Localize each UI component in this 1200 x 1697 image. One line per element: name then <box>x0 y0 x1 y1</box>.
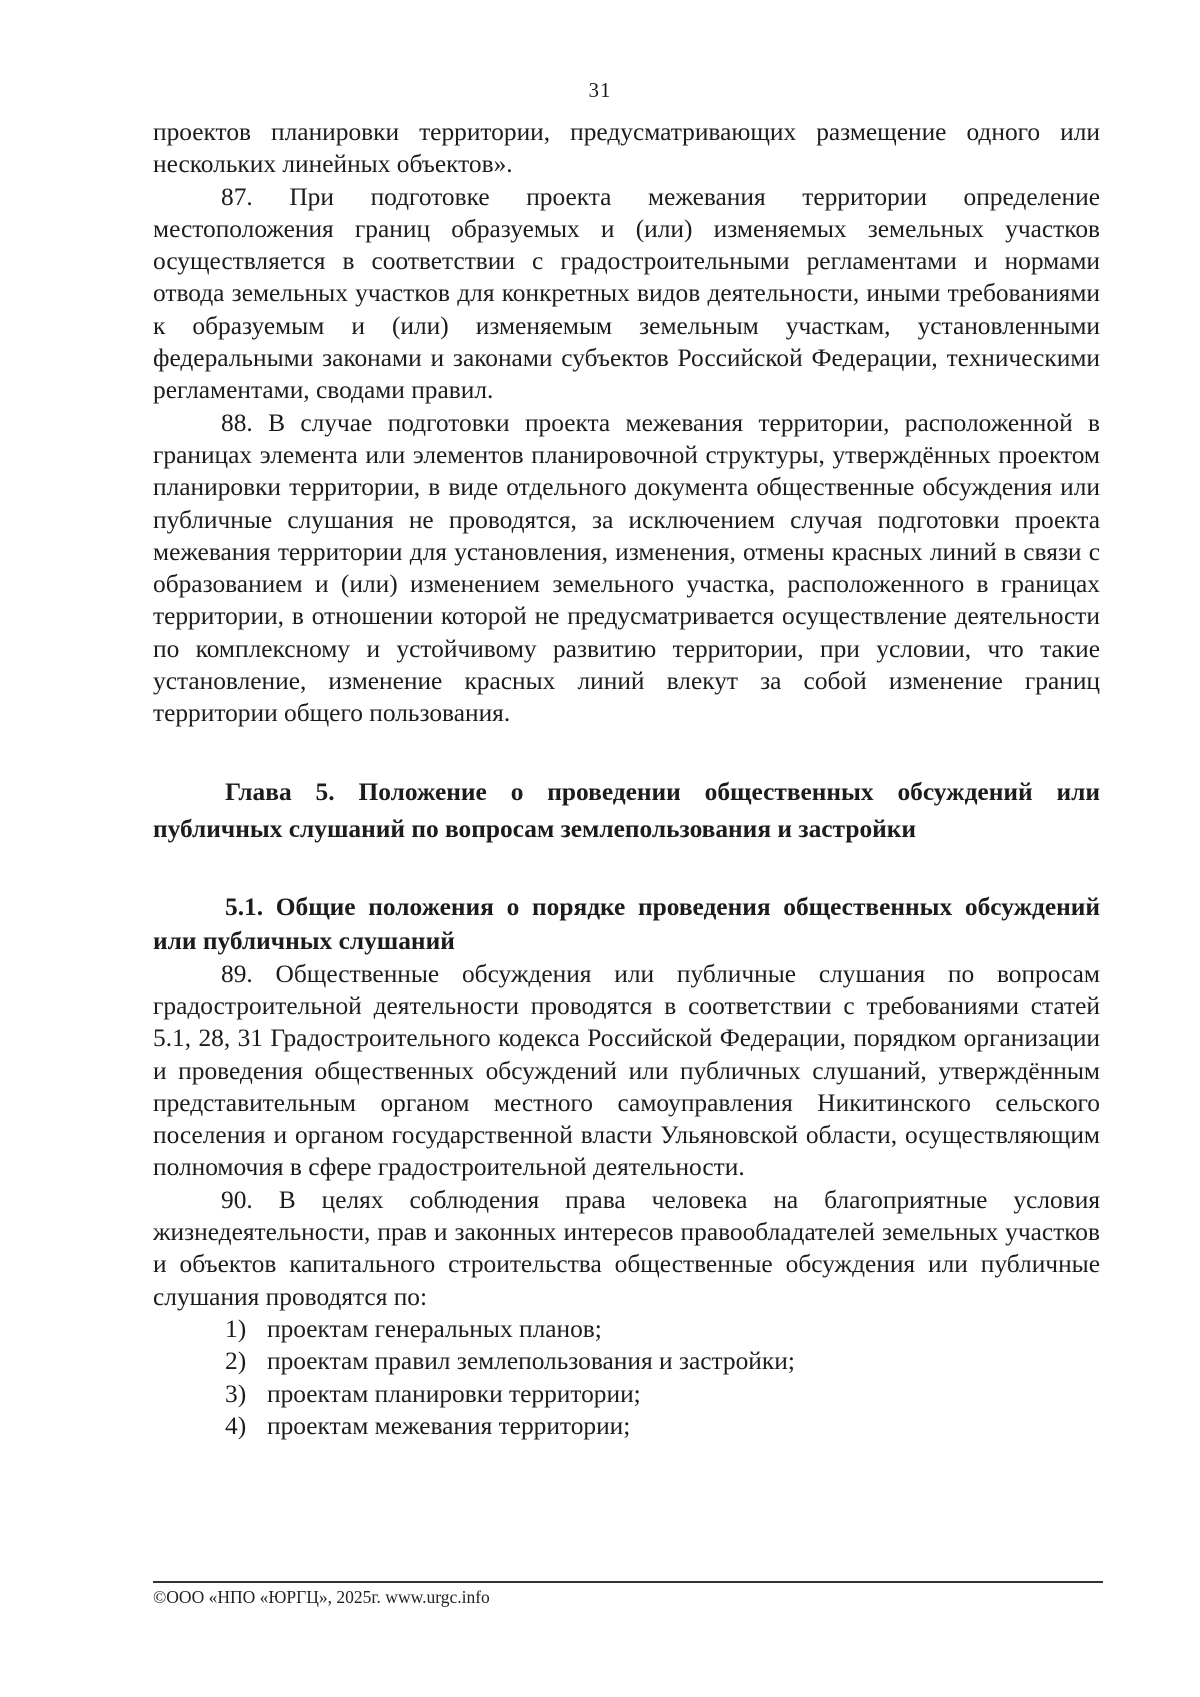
list-item-number: 3) <box>225 1379 247 1408</box>
paragraph-88: 88. В случае подготовки проекта межевания территории, расположенной в границах элемента или элементов планировочной структуры, утверждённых проектом планировки территории, в виде отдельного документа общественные обсуждения или публичные слушания не проводятся, за исключением случая подготовки проекта межевания территории для установления, изменения, отмены красных линий в связи с образованием и (или) изменением земельного участка, расположенного в границах территории, в отношении которой не предусматривается осуществление деятельности по комплексному и устойчивому развитию территории, при условии, что такие установление, изменение красных линий влекут за собой изменение границ территории общего пользования. <box>153 408 1100 728</box>
page-number: 31 <box>588 78 612 102</box>
paragraph-90: 90. В целях соблюдения права человека на благоприятные условия жизнедеятельности, прав и законных интересов правообладателей земельных участков и объектов капитального строительства общественные обсуждения или публичные слушания проводятся по: <box>153 1185 1100 1311</box>
list-item <box>153 1378 1100 1410</box>
paragraph-87: 87. При подготовке проекта межевания территории определение местоположения границ образуемых и (или) изменяемых земельных участков осуществляется в соответствии с градостроительными регламентами и нормами отвода земельных участков для конкретных видов деятельности, иными требованиями к образуемым и (или) изменяемым земельным участкам, установленными федеральными законами и законами субъектов Российской Федерации, техническими регламентами, сводами правил. <box>153 182 1100 405</box>
list-item-number: 2) <box>225 1347 247 1376</box>
chapter-heading: Глава 5. Положение о проведении общественных обсуждений или публичных слушаний по вопросам землепользования и застройки <box>153 777 1100 843</box>
list-item-number: 1) <box>225 1314 247 1343</box>
document-body <box>153 116 1100 1442</box>
list <box>153 1313 1100 1442</box>
list-item-text: проектам планировки территории; <box>267 1379 641 1408</box>
list-item-text: проектам межевания территории; <box>267 1411 631 1440</box>
section-heading: 5.1. Общие положения о порядке проведения общественных обсуждений или публичных слушаний <box>153 892 1100 955</box>
list-item-text: проектам генеральных планов; <box>267 1314 602 1343</box>
list-item <box>153 1313 1100 1345</box>
footer-divider <box>153 1581 1103 1583</box>
footer-copyright: ©ООО «НПО «ЮРГЦ», 2025г. www.urgc.info <box>153 1587 490 1607</box>
paragraph-continuation: проектов планировки территории, предусматривающих размещение одного или нескольких линейных объектов». <box>153 118 1100 179</box>
paragraph-89: 89. Общественные обсуждения или публичные слушания по вопросам градостроительной деятельности проводятся в соответствии с требованиями статей 5.1, 28, 31 Градостроительного кодекса Российской Федерации, порядком организации и проведения общественных обсуждений или публичных слушаний, утверждённым представительным органом местного самоуправления Никитинского сельского поселения и органом государственной власти Ульяновской области, осуществляющим полномочия в сфере градостроительной деятельности. <box>153 959 1100 1182</box>
list-item-text: проектам правил землепользования и застройки; <box>267 1347 795 1376</box>
list-item <box>153 1345 1100 1377</box>
list-item-number: 4) <box>225 1411 247 1440</box>
list-item <box>153 1410 1100 1442</box>
